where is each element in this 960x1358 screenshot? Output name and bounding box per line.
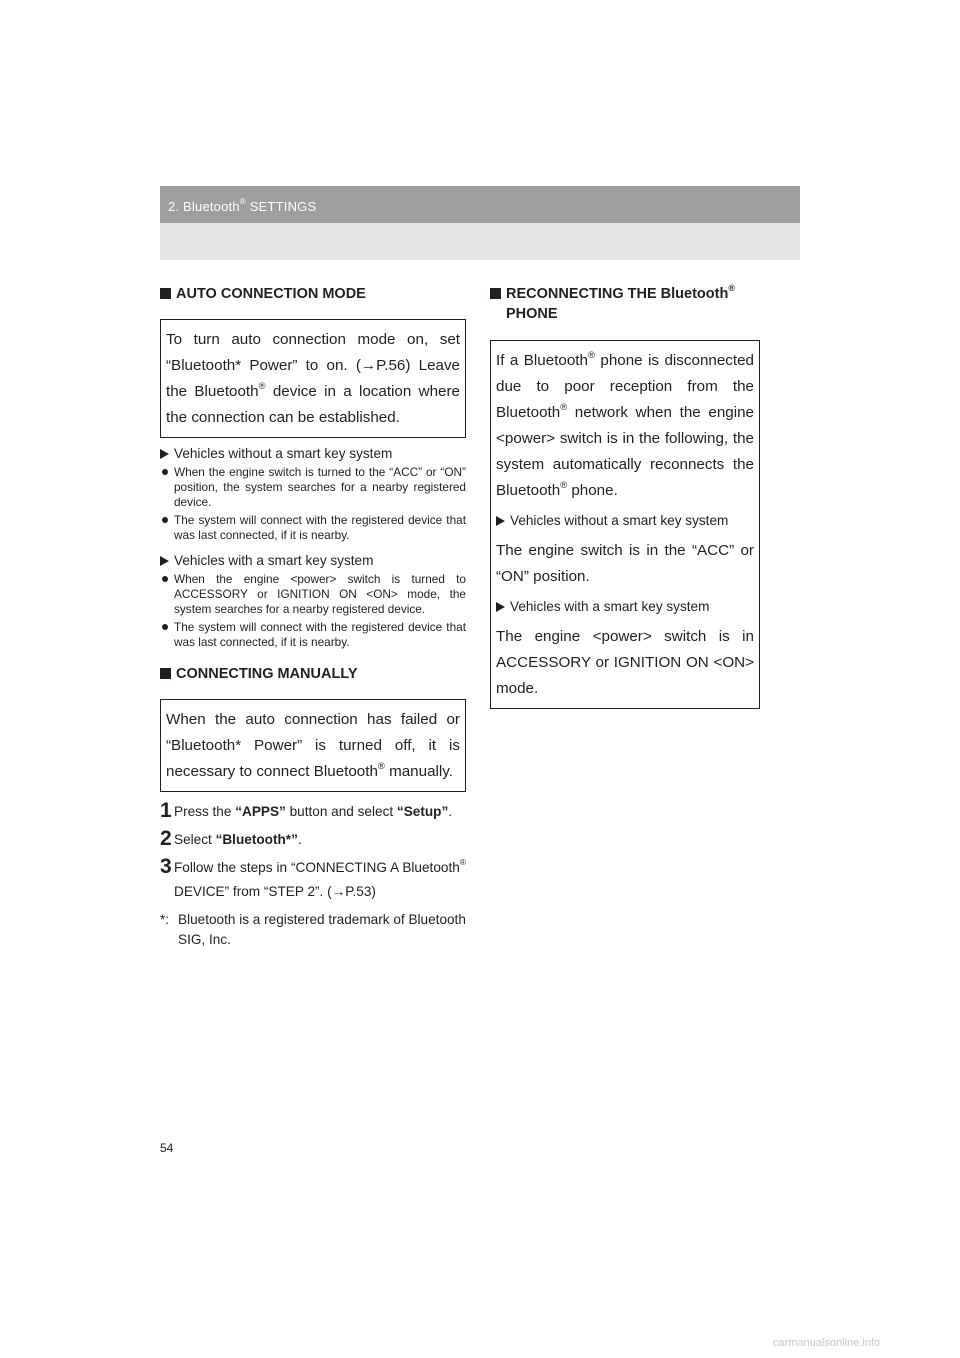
- step-number: 2: [160, 827, 172, 850]
- heading-text: [506, 284, 735, 324]
- sub-heading-no-smart-key: [160, 446, 466, 461]
- sub-heading-text: Vehicles without a smart key system: [510, 513, 729, 528]
- connecting-manually-heading: [160, 664, 466, 684]
- bullet-item: [162, 620, 466, 650]
- step-number: 1: [160, 799, 172, 822]
- reconnecting-box: [490, 340, 760, 709]
- sub-heading-smart-key: [160, 553, 466, 568]
- sub-heading-text: Vehicles with a smart key system: [174, 553, 374, 568]
- box-text: phone is disconnected due to poor reception from the Bluetooth: [496, 352, 754, 421]
- step-text: [174, 856, 466, 904]
- registered-mark: ®: [377, 759, 385, 771]
- triangle-icon: [160, 556, 169, 566]
- step-3: [160, 856, 466, 904]
- box-text: To turn auto connection mode on, set “Bluetooth* Power” to on. (→P.56) Leave the Bluetooth: [166, 331, 460, 400]
- triangle-icon: [496, 516, 505, 526]
- square-bullet-icon: [490, 288, 501, 299]
- registered-mark: ®: [587, 348, 595, 360]
- footnote-text: Bluetooth is a registered trademark of Bluetooth SIG, Inc.: [178, 912, 466, 947]
- right-column: [490, 284, 760, 709]
- footnote: [160, 910, 466, 950]
- heading-text: AUTO CONNECTION MODE: [176, 286, 366, 302]
- left-column: [160, 284, 466, 950]
- step-text-part: DEVICE” from “STEP 2”. (→P.53): [174, 884, 376, 899]
- registered-mark: ®: [239, 197, 246, 207]
- registered-mark: ®: [258, 379, 266, 391]
- sub-heading-smart-key: [496, 594, 754, 620]
- registered-mark: ®: [728, 282, 735, 293]
- step-number: 3: [160, 855, 172, 878]
- step-1: [160, 800, 466, 824]
- bullet-dot-icon: [162, 624, 168, 630]
- registered-mark: ®: [560, 400, 568, 412]
- bluetooth-label: “Bluetooth*”: [215, 832, 298, 847]
- square-bullet-icon: [160, 668, 171, 679]
- heading-part: RECONNECTING THE Bluetooth: [506, 286, 729, 302]
- box-text: network when the engine <power> switch is in the following, the system automatically reconnects the Bluetooth: [496, 404, 754, 499]
- bullet-item: [162, 513, 466, 543]
- sub-heading-text: Vehicles with a smart key system: [510, 599, 710, 614]
- step-text: [174, 828, 466, 852]
- section-header: [160, 186, 800, 260]
- header-band: [160, 223, 800, 260]
- registered-mark: ®: [560, 478, 568, 490]
- header-title-suffix: SETTINGS: [245, 199, 317, 214]
- no-smart-key-text: The engine switch is in the “ACC” or “ON” position.: [496, 542, 754, 585]
- bullet-item: [162, 572, 466, 617]
- header-bar: [160, 186, 800, 223]
- square-bullet-icon: [160, 288, 171, 299]
- auto-connection-heading: [160, 284, 466, 304]
- triangle-icon: [496, 602, 505, 612]
- bullet-dot-icon: [162, 576, 168, 582]
- heading-part: PHONE: [506, 306, 558, 322]
- step-text-part: Press the: [174, 804, 236, 819]
- step-2: [160, 828, 466, 852]
- bullet-dot-icon: [162, 517, 168, 523]
- step-text-part: Follow the steps in “CONNECTING A Bluetooth: [174, 860, 460, 875]
- auto-connection-box: [160, 319, 466, 438]
- bullet-item: [162, 465, 466, 510]
- step-text: [174, 800, 466, 824]
- step-text-part: button and select: [285, 804, 397, 819]
- bullet-text: The system will connect with the registered device that was last connected, if it is nearby.: [174, 513, 466, 542]
- bullet-text: The system will connect with the registered device that was last connected, if it is nearby.: [174, 620, 466, 649]
- smart-key-text: The engine <power> switch is in ACCESSORY or IGNITION ON <ON> mode.: [496, 628, 754, 697]
- box-text: When the auto connection has failed or “Bluetooth* Power” is turned off, it is necessary to connect Bluetooth: [166, 711, 460, 780]
- box-text: phone.: [567, 482, 618, 499]
- setup-label: “Setup”: [396, 804, 449, 819]
- footnote-mark: *:: [160, 912, 170, 927]
- page-number: 54: [160, 1141, 174, 1155]
- step-text-part: .: [297, 832, 302, 847]
- heading-text: CONNECTING MANUALLY: [176, 666, 358, 682]
- box-text-end: manually.: [384, 763, 453, 780]
- reconnecting-heading: [490, 284, 760, 324]
- watermark: carmanualsonline.info: [773, 1337, 881, 1349]
- header-title: [168, 199, 316, 214]
- bullet-text: When the engine switch is turned to the “ACC” or “ON” position, the system searches for a nearby registered device.: [174, 465, 466, 509]
- connecting-manually-box: [160, 699, 466, 792]
- header-title-text: 2. Bluetooth: [168, 199, 240, 214]
- registered-mark: ®: [459, 857, 466, 868]
- box-text-end: device in a location where the connection can be established.: [166, 383, 460, 426]
- step-text-part: Select: [174, 832, 216, 847]
- sub-heading-no-smart-key: [496, 508, 754, 534]
- triangle-icon: [160, 449, 169, 459]
- box-text: If a Bluetooth: [496, 352, 588, 369]
- sub-heading-text: Vehicles without a smart key system: [174, 446, 393, 461]
- apps-button-label: “APPS”: [235, 804, 286, 819]
- bullet-text: When the engine <power> switch is turned to ACCESSORY or IGNITION ON <ON> mode, the system searches for a nearby registered device.: [174, 572, 466, 616]
- bullet-dot-icon: [162, 469, 168, 475]
- box-intro: [496, 348, 754, 504]
- step-text-part: .: [448, 804, 453, 819]
